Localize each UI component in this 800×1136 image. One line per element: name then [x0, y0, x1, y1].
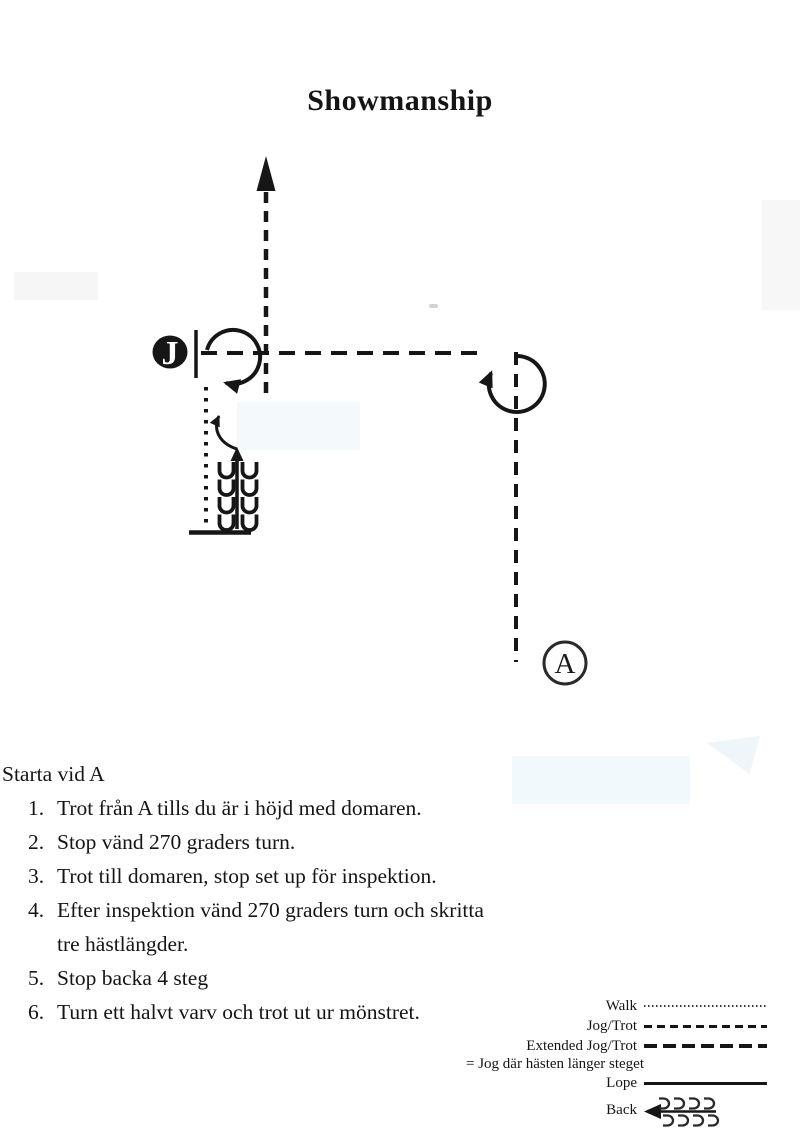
item-number: 1. [28, 796, 45, 820]
item-text: Efter inspektion vänd 270 graders turn och skritta [57, 898, 484, 922]
item-number: 6. [28, 1000, 45, 1024]
extended-jog-line-sample-icon [644, 1044, 767, 1049]
list-item [2, 893, 602, 961]
legend-row-lope [445, 1073, 775, 1093]
list-item [2, 859, 602, 893]
walk-line-sample-icon [644, 1005, 767, 1007]
legend-row-note [445, 1056, 775, 1073]
legend-label: Jog/Trot [586, 1017, 637, 1034]
legend-row-back [445, 1093, 775, 1127]
item-number: 3. [28, 864, 45, 888]
item-text-continuation: tre hästlängder. [57, 932, 189, 956]
back-four-steps-icon [220, 447, 257, 530]
legend-row-extended-jog [445, 1036, 775, 1056]
turn-270-judge-icon [207, 330, 260, 384]
gait-legend [445, 996, 775, 1127]
half-turn-arrow-icon [217, 416, 237, 449]
start-letter: A [554, 648, 576, 680]
item-text: Stop vänd 270 graders turn. [57, 830, 296, 854]
legend-label: Lope [606, 1074, 637, 1091]
legend-label: Walk [605, 997, 637, 1014]
legend-row-walk [445, 996, 775, 1016]
instructions-list [2, 757, 602, 1029]
item-text: Turn ett halvt varv och trot ut ur mönstret. [57, 1000, 420, 1024]
legend-label: Extended Jog/Trot [526, 1037, 637, 1054]
list-item [2, 961, 602, 995]
item-number: 4. [28, 898, 45, 922]
legend-note: = Jog där hästen länger steget [466, 1056, 644, 1072]
item-text: Trot från A tills du är i höjd med domaren. [57, 796, 422, 820]
item-text: Stop backa 4 steg [57, 966, 209, 990]
legend-label: Back [606, 1101, 637, 1118]
judge-marker [153, 335, 188, 372]
back-sample-icon [644, 1093, 770, 1127]
legend-row-jog [445, 1016, 775, 1036]
lope-line-sample-icon [644, 1082, 767, 1085]
list-item [2, 825, 602, 859]
item-text: Trot till domaren, stop set up för inspektion. [57, 864, 437, 888]
exit-arrowhead-icon [257, 156, 276, 191]
jog-line-sample-icon [644, 1025, 767, 1028]
start-marker [544, 642, 586, 684]
list-item [2, 791, 602, 825]
page-title: Showmanship [307, 84, 493, 117]
item-number: 2. [28, 830, 45, 854]
judge-letter: J [161, 335, 179, 372]
item-number: 5. [28, 966, 45, 990]
instructions-heading: Starta vid A [2, 762, 105, 786]
